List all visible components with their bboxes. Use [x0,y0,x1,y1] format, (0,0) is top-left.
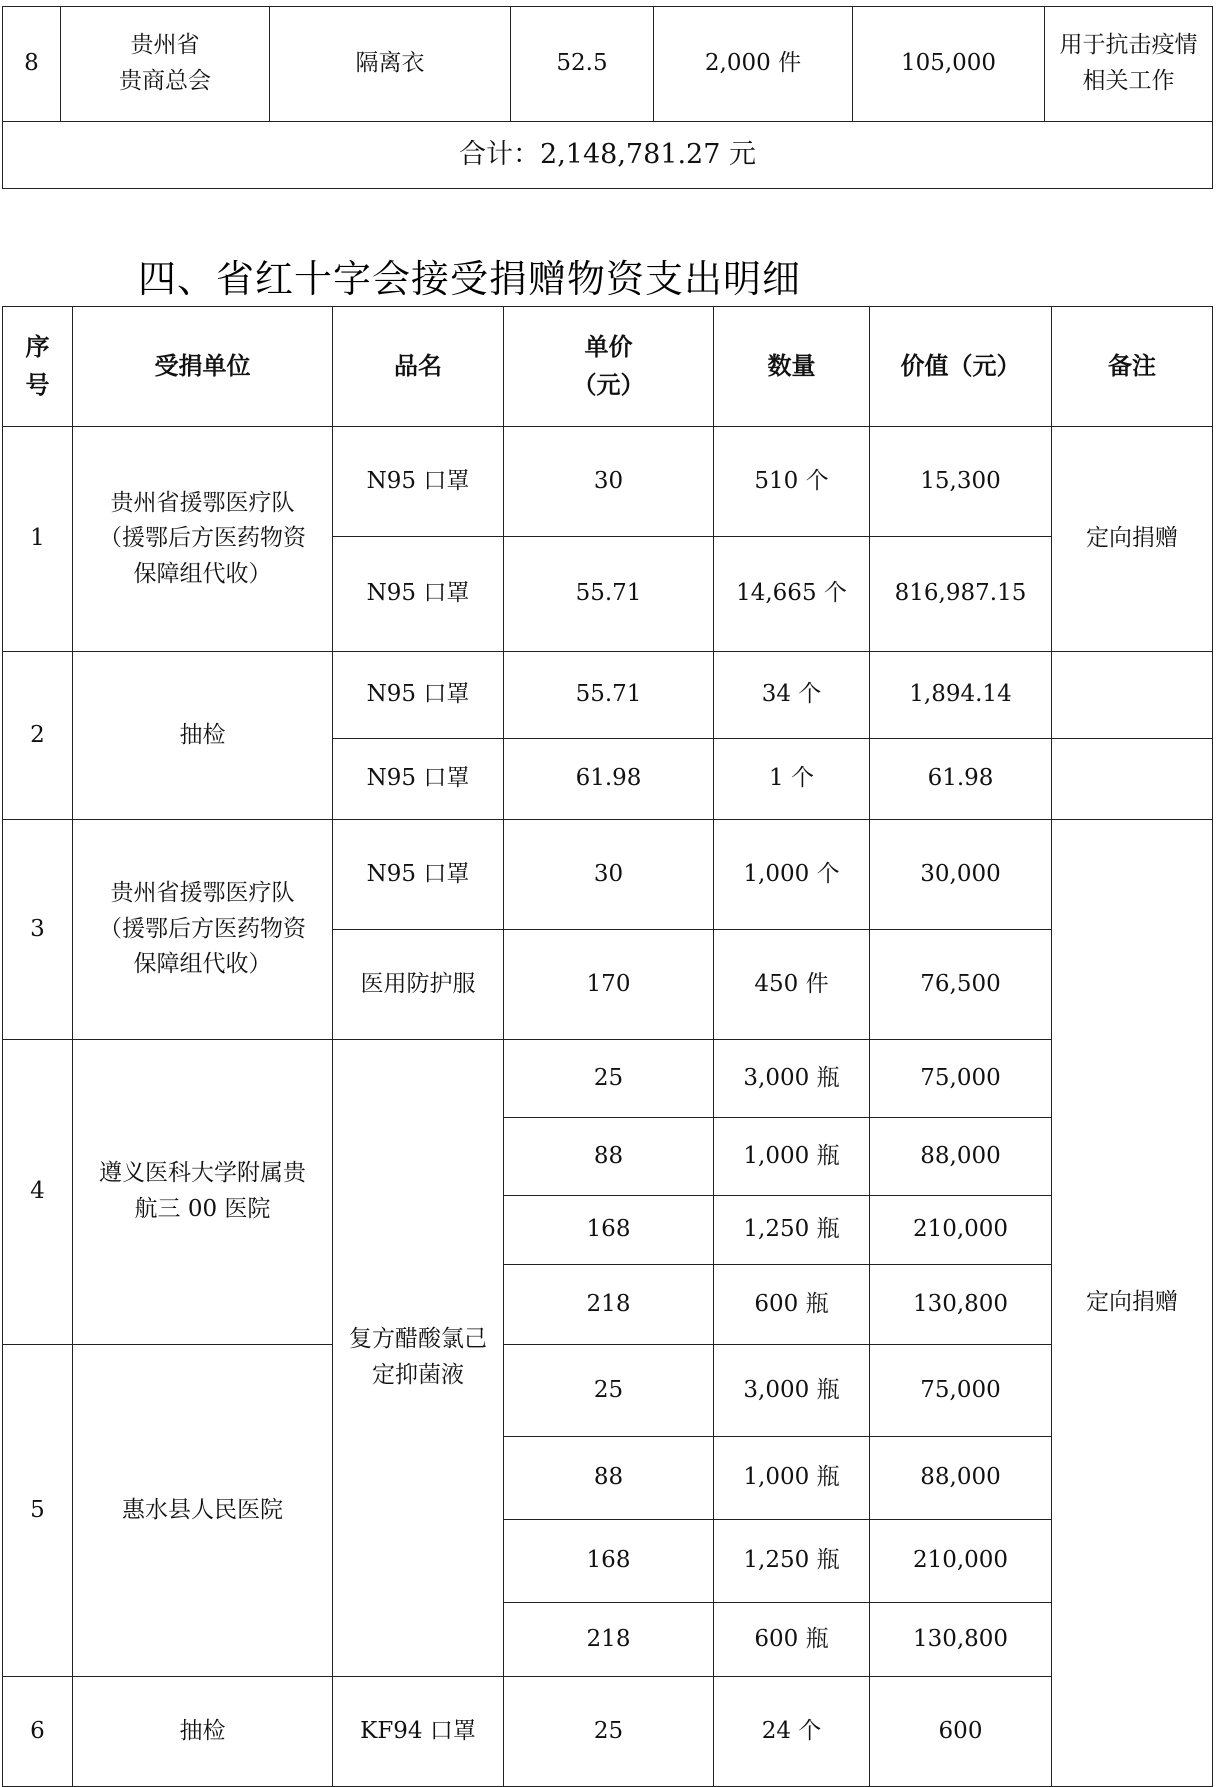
qty-cell: 1,000 瓶 [714,1437,870,1520]
qty-cell: 1,250 瓶 [714,1196,870,1265]
seq-cell: 6 [3,1677,73,1787]
note-cell-empty [1052,652,1213,739]
table-row [3,1040,1213,1118]
unit-cell: 贵州省 贵商总会 [61,7,270,122]
unit-cell: 遵义医科大学附属贵航三 00 医院 [73,1040,333,1345]
unit-cell: 贵州省援鄂医疗队（援鄂后方医药物资保障组代收） [73,427,333,652]
qty-cell: 1,000 瓶 [714,1118,870,1196]
header-item: 品名 [333,307,504,427]
header-value: 价值（元） [870,307,1052,427]
value-cell: 75,000 [870,1345,1052,1437]
value-cell: 30,000 [870,820,1052,930]
value-cell: 88,000 [870,1118,1052,1196]
unit-cell: 抽检 [73,1677,333,1787]
item-cell: 医用防护服 [333,930,504,1040]
previous-section-table [2,6,1213,189]
seq-cell: 8 [3,7,61,122]
value-cell: 76,500 [870,930,1052,1040]
table-row [3,652,1213,739]
table-row [3,427,1213,537]
item-cell: 复方醋酸氯己定抑菌液 [333,1040,504,1677]
price-cell: 25 [504,1345,714,1437]
header-seq: 序号 [3,307,73,427]
qty-cell: 600 瓶 [714,1265,870,1345]
price-cell: 168 [504,1196,714,1265]
note-cell-empty [1052,739,1213,820]
price-cell: 88 [504,1437,714,1520]
header-note: 备注 [1052,307,1213,427]
qty-cell: 2,000 件 [654,7,853,122]
qty-cell: 1 个 [714,739,870,820]
value-cell: 130,800 [870,1265,1052,1345]
qty-cell: 1,000 个 [714,820,870,930]
item-cell: N95 口罩 [333,427,504,537]
unit-cell: 惠水县人民医院 [73,1345,333,1677]
value-cell: 816,987.15 [870,537,1052,652]
value-cell: 210,000 [870,1520,1052,1603]
seq-cell: 1 [3,427,73,652]
price-cell: 55.71 [504,537,714,652]
price-cell: 218 [504,1603,714,1677]
price-cell: 55.71 [504,652,714,739]
expense-detail-table [2,306,1213,1787]
price-cell: 30 [504,427,714,537]
value-cell: 105,000 [853,7,1045,122]
value-cell: 130,800 [870,1603,1052,1677]
table-row [3,820,1213,930]
qty-cell: 24 个 [714,1677,870,1787]
seq-cell: 2 [3,652,73,820]
header-row [3,307,1213,427]
qty-cell: 1,250 瓶 [714,1520,870,1603]
price-cell: 170 [504,930,714,1040]
qty-cell: 600 瓶 [714,1603,870,1677]
value-cell: 88,000 [870,1437,1052,1520]
value-cell: 61.98 [870,739,1052,820]
table-row [3,1677,1213,1787]
note-cell: 定向捐赠 [1052,820,1213,1787]
value-cell: 75,000 [870,1040,1052,1118]
seq-cell: 3 [3,820,73,1040]
price-cell: 88 [504,1118,714,1196]
value-cell: 600 [870,1677,1052,1787]
qty-cell: 510 个 [714,427,870,537]
table-row [3,7,1213,122]
header-qty: 数量 [714,307,870,427]
value-cell: 210,000 [870,1196,1052,1265]
section-title: 四、省红十字会接受捐赠物资支出明细 [138,257,802,301]
unit-cell: 贵州省援鄂医疗队（援鄂后方医药物资保障组代收） [73,820,333,1040]
item-cell: N95 口罩 [333,537,504,652]
qty-cell: 14,665 个 [714,537,870,652]
price-cell: 25 [504,1677,714,1787]
header-price: 单价（元） [504,307,714,427]
seq-cell: 4 [3,1040,73,1345]
seq-cell: 5 [3,1345,73,1677]
total-cell: 合计：2,148,781.27 元 [3,122,1213,189]
qty-cell: 3,000 瓶 [714,1345,870,1437]
price-cell: 218 [504,1265,714,1345]
price-cell: 25 [504,1040,714,1118]
item-cell: N95 口罩 [333,820,504,930]
qty-cell: 3,000 瓶 [714,1040,870,1118]
item-cell: N95 口罩 [333,739,504,820]
item-cell: N95 口罩 [333,652,504,739]
qty-cell: 450 件 [714,930,870,1040]
value-cell: 1,894.14 [870,652,1052,739]
qty-cell: 34 个 [714,652,870,739]
note-cell: 用于抗击疫情相关工作 [1045,7,1213,122]
price-cell: 30 [504,820,714,930]
total-row [3,122,1213,189]
note-cell: 定向捐赠 [1052,427,1213,652]
value-cell: 15,300 [870,427,1052,537]
price-cell: 61.98 [504,739,714,820]
price-cell: 168 [504,1520,714,1603]
price-cell: 52.5 [511,7,654,122]
item-cell: 隔离衣 [270,7,511,122]
table-row [3,1345,1213,1437]
item-cell: KF94 口罩 [333,1677,504,1787]
header-unit: 受捐单位 [73,307,333,427]
unit-cell: 抽检 [73,652,333,820]
